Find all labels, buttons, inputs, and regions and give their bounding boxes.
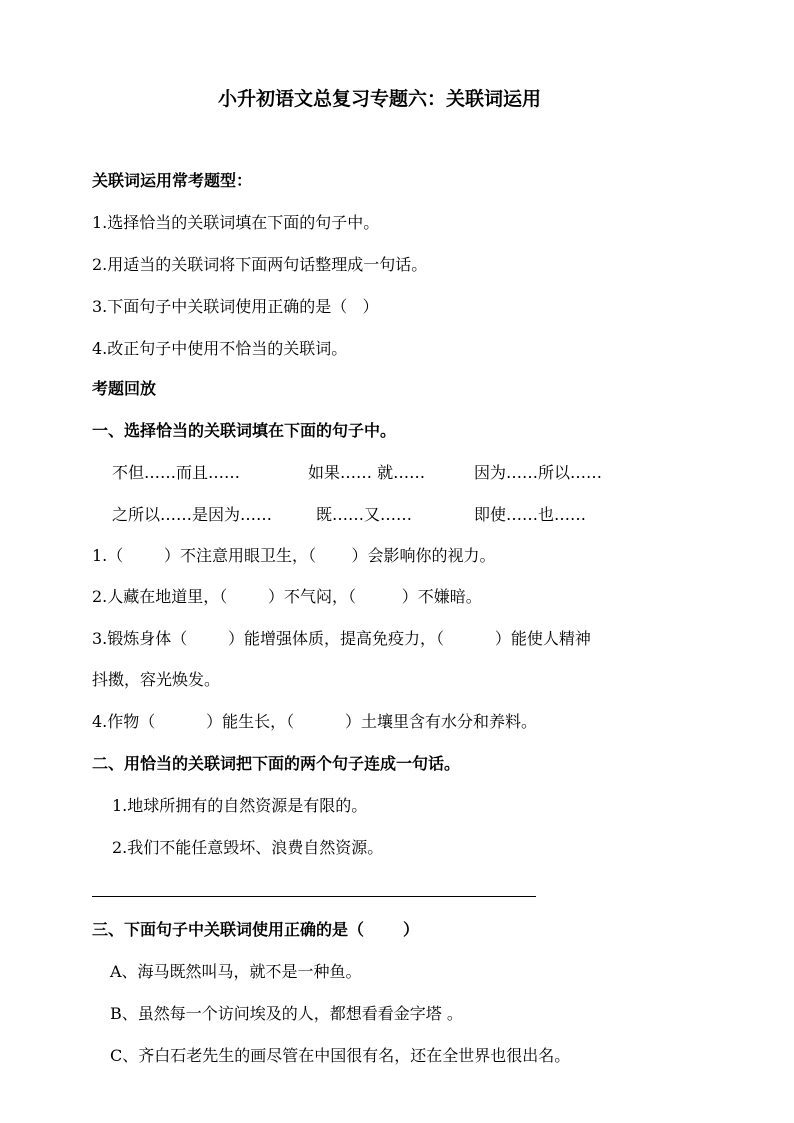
page-title: 小升初语文总复习专题六：关联词运用 <box>218 88 542 110</box>
question-1: 1.（ ）不注意用眼卫生，（ ）会影响你的视力。 <box>92 546 496 565</box>
question-3-continued: 抖擞，容光焕发。 <box>92 670 221 689</box>
option-c: C、齐白石老先生的画尽管在中国很有名，还在全世界也很出名。 <box>110 1046 571 1065</box>
intro-item-2: 2.用适当的关联词将下面两句话整理成一句话。 <box>92 255 428 274</box>
word-option: 如果…… 就…… <box>308 463 426 482</box>
sentence-2: 2.我们不能任意毁坏、浪费自然资源。 <box>112 838 384 857</box>
intro-item-4: 4.改正句子中使用不恰当的关联词。 <box>92 339 348 358</box>
option-a: A、海马既然叫马，就不是一种鱼。 <box>110 962 362 981</box>
word-option: 即使……也…… <box>474 505 587 524</box>
intro-heading: 关联词运用常考题型： <box>92 171 253 190</box>
sentence-1: 1.地球所拥有的自然资源是有限的。 <box>112 796 368 815</box>
intro-item-1: 1.选择恰当的关联词填在下面的句子中。 <box>92 213 380 232</box>
intro-item-3: 3.下面句子中关联词使用正确的是（ ） <box>92 297 379 316</box>
question-4: 4.作物（ ）能生长，（ ）土壤里含有水分和养料。 <box>92 712 537 731</box>
option-b: B、虽然每一个访问埃及的人，都想看看金字塔 。 <box>110 1004 463 1023</box>
section2-heading: 二、用恰当的关联词把下面的两个句子连成一句话。 <box>92 754 461 773</box>
question-3: 3.锻炼身体（ ）能增强体质，提高免疫力，（ ）能使人精神 <box>92 629 591 648</box>
word-option: 既……又…… <box>316 505 413 524</box>
word-option: 之所以……是因为…… <box>112 505 273 524</box>
question-2: 2.人藏在地道里，（ ）不气闷，（ ）不嫌暗。 <box>92 587 482 606</box>
answer-line[interactable] <box>92 896 536 897</box>
word-option: 不但……而且…… <box>112 463 241 482</box>
section1-heading: 一、选择恰当的关联词填在下面的句子中。 <box>92 421 397 440</box>
word-option: 因为……所以…… <box>474 463 603 482</box>
section3-heading: 三、下面句子中关联词使用正确的是（ ） <box>92 920 419 939</box>
review-heading: 考题回放 <box>92 379 157 398</box>
